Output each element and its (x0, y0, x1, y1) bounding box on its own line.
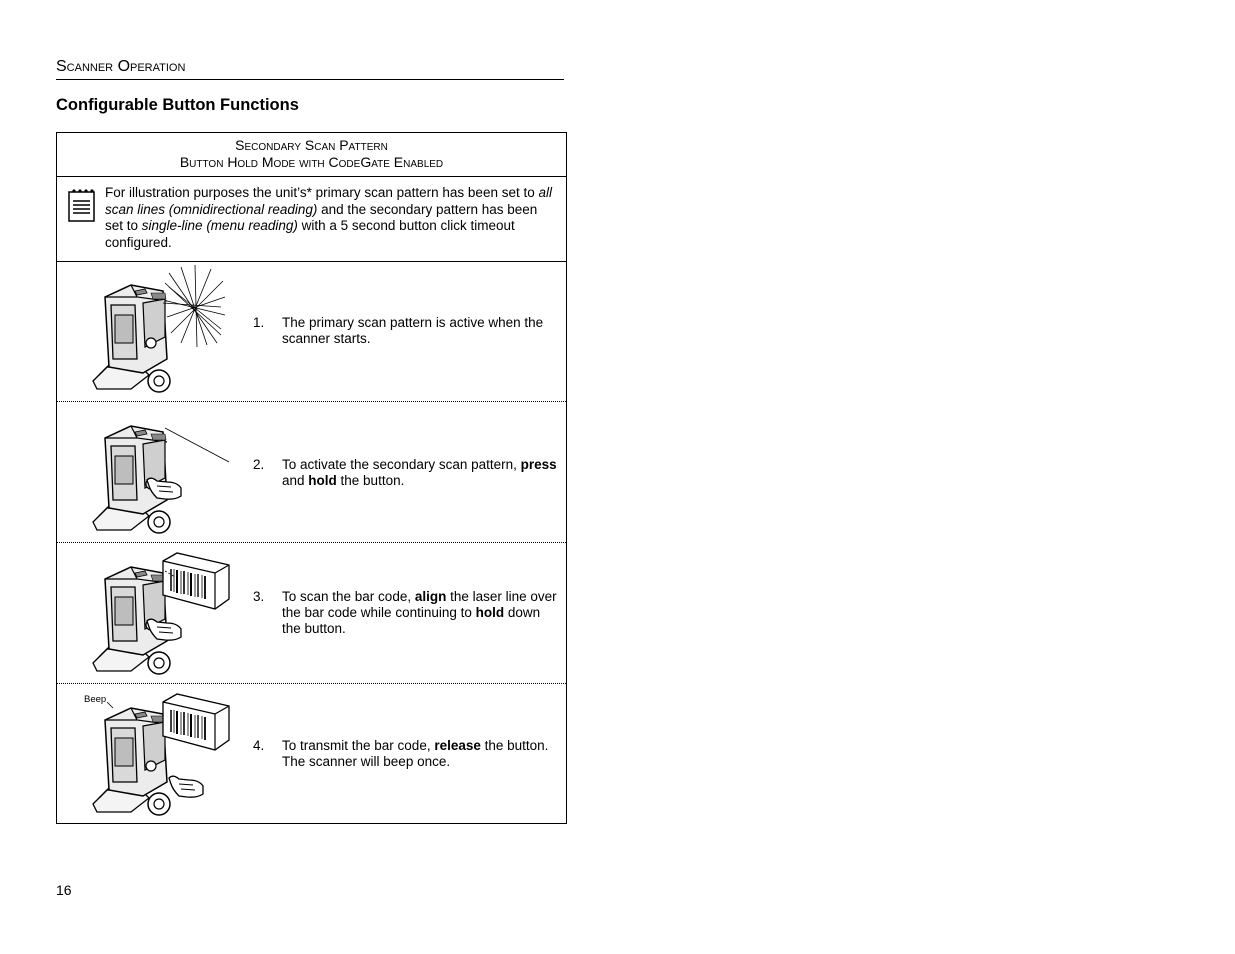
scan-pattern-icon (163, 265, 225, 347)
table-title-line1: Secondary Scan Pattern (235, 137, 388, 153)
step-text-part: down the button. (282, 605, 541, 636)
beep-label: Beep (84, 694, 107, 705)
step-text-bold: hold (475, 605, 505, 620)
page-number: 16 (56, 882, 72, 898)
section-title: Configurable Button Functions (56, 96, 299, 114)
instruction-table (56, 132, 567, 824)
step-number: 3. (253, 589, 265, 604)
step-text (282, 589, 562, 637)
step-row-2 (57, 402, 566, 543)
step-row-1 (57, 261, 566, 402)
table-title (57, 133, 566, 177)
step-number: 2. (253, 457, 265, 472)
hand-release-icon (169, 776, 203, 797)
note-text-italic: all scan lines (omnidirectional reading) (105, 185, 552, 217)
laser-line-icon (165, 428, 229, 462)
step-text-bold: release (434, 738, 481, 753)
note-text (105, 185, 557, 251)
page-header (56, 58, 564, 80)
scanner-illustration-4 (71, 686, 231, 822)
step-text (282, 315, 562, 347)
step-text-part: the laser line over the bar code while continuing to (282, 589, 557, 620)
step-text-bold: align (414, 589, 447, 604)
step-text-part: The primary scan pattern is active when the scanner starts. (282, 315, 544, 346)
step-text (282, 738, 562, 770)
note-text-part: and the secondary pattern has been set to (105, 201, 538, 233)
barcode-box-icon (163, 694, 229, 750)
scanner-illustration-1 (71, 263, 231, 399)
header-title: Scanner Operation (56, 58, 186, 75)
step-row-3 (57, 543, 566, 684)
note-icon (67, 187, 97, 223)
scanner-illustration-2 (71, 404, 231, 540)
step-number: 1. (253, 315, 265, 330)
step-text-part: To transmit the bar code, (282, 738, 435, 753)
note-text-part: For illustration purposes the unit’s* primary scan pattern has been set to (105, 185, 539, 200)
step-text-bold: press (520, 457, 557, 472)
step-row-4 (57, 684, 566, 824)
table-title-line2: Button Hold Mode with CodeGate Enabled (179, 154, 444, 170)
step-text-part: and (282, 473, 309, 488)
step-text (282, 457, 562, 489)
step-number: 4. (253, 738, 265, 753)
step-text-bold: hold (308, 473, 337, 488)
step-text-part: the button. The scanner will beep once. (282, 738, 549, 769)
step-text-part: To activate the secondary scan pattern, (282, 457, 521, 472)
scanner-illustration-3 (71, 545, 231, 681)
step-text-part: the button. (336, 473, 405, 488)
barcode-box-icon (163, 553, 229, 609)
step-text-part: To scan the bar code, (282, 589, 415, 604)
note-text-italic: single-line (menu reading) (141, 218, 298, 233)
note-row (57, 177, 566, 262)
note-text-part: with a 5 second button click timeout configured. (105, 218, 515, 250)
